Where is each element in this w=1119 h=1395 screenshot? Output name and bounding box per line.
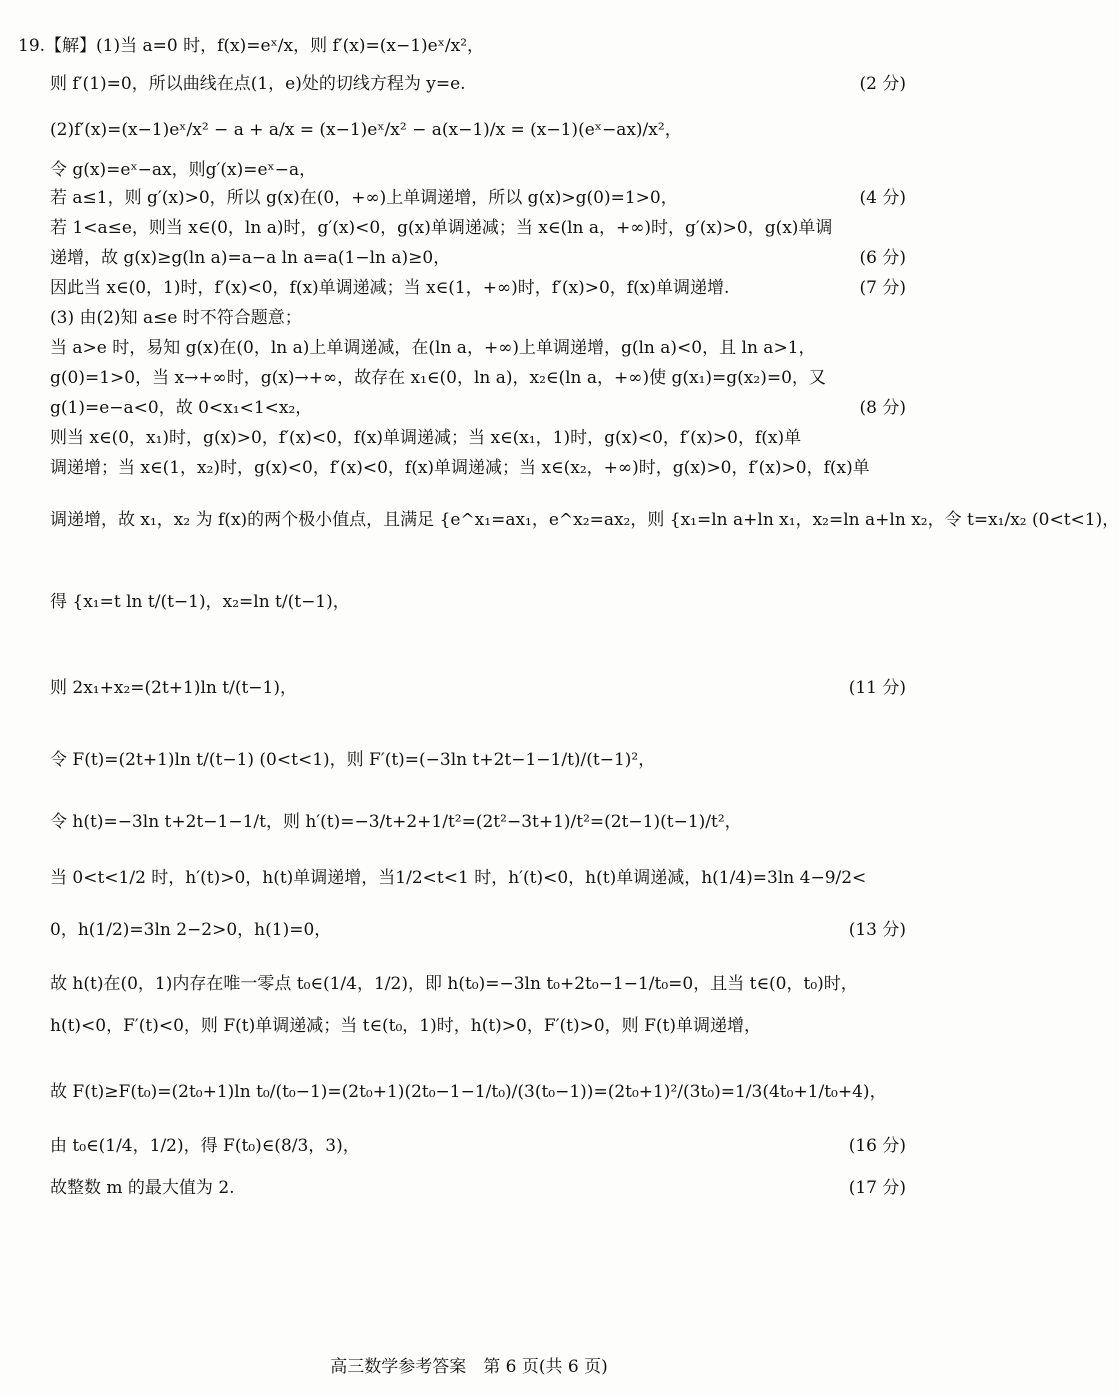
score-points: (8 分) [859,398,906,418]
score-points: (6 分) [859,248,906,268]
score-points: (16 分) [848,1136,906,1156]
solution-text: 0，h(1/2)=3ln 2−2>0，h(1)=0， [50,920,332,940]
solution-line [50,590,906,614]
solution-line [50,216,906,240]
solution-text: 故 h(t)在(0，1)内存在唯一零点 t₀∈(1/4，1/2)，即 h(t₀)=−3ln t₀+2t₀−1−1/t₀=0，且当 t∈(0，t₀)时， [50,974,858,994]
solution-text: 则 2x₁+x₂=(2t+1)ln t/(t−1)， [50,678,297,698]
solution-text: 则 f′(1)=0，所以曲线在点(1，e)处的切线方程为 y=e. [50,74,466,94]
score-points: (13 分) [848,920,906,940]
solution-line [50,972,906,996]
solution-line [50,866,906,890]
solution-text: 当 0<t<1/2 时，h′(t)>0，h(t)单调递增，当1/2<t<1 时，h′(t)<0，h(t)单调递减，h(1/4)=3ln 4−9/2< [50,868,867,888]
solution-text: 得 {x₁=t ln t/(t−1)，x₂=ln t/(t−1)， [50,592,350,612]
solution-line [50,1176,906,1200]
solution-text: (2)f′(x)=(x−1)eˣ/x² − a + a/x = (x−1)eˣ/x² − a(x−1)/x = (x−1)(eˣ−ax)/x²， [50,120,682,140]
solution-line [50,158,906,182]
solution-text: 调递增，故 x₁，x₂ 为 f(x)的两个极小值点，且满足 {e^x₁=ax₁，e^x₂=ax₂，则 {x₁=ln a+ln x₁，x₂=ln a+ln x₂，令 t=x₁/x₂ (0<t<1)， [50,510,1119,530]
score-points: (4 分) [859,188,906,208]
solution-line [50,676,906,700]
score-points: (11 分) [848,678,906,698]
solution-line [50,918,906,942]
solution-line [50,1014,906,1038]
solution-line [50,508,1119,532]
solution-text: 因此当 x∈(0，1)时，f′(x)<0，f(x)单调递减；当 x∈(1，+∞)时，f′(x)>0，f(x)单调递增. [50,278,730,298]
solution-line [50,456,906,480]
solution-text: g(0)=1>0，当 x→+∞时，g(x)→+∞，故存在 x₁∈(0，ln a)，x₂∈(ln a，+∞)使 g(x₁)=g(x₂)=0，又 [50,368,826,388]
solution-line [50,1080,906,1104]
solution-text: 则当 x∈(0，x₁)时，g(x)>0，f′(x)<0，f(x)单调递减；当 x∈(x₁，1)时，g(x)<0，f′(x)>0，f(x)单 [50,428,802,448]
solution-line [50,336,906,360]
solution-line [50,118,906,142]
solution-text: 若 1<a≤e，则当 x∈(0，ln a)时，g′(x)<0，g(x)单调递减；当 x∈(ln a，+∞)时，g′(x)>0，g(x)单调 [50,218,833,238]
solution-line [50,306,906,330]
solution-line [50,810,906,834]
solution-line [50,748,906,772]
solution-line [50,366,906,390]
score-points: (17 分) [848,1178,906,1198]
solution-text: 若 a≤1，则 g′(x)>0，所以 g(x)在(0，+∞)上单调递增，所以 g(x)>g(0)=1>0， [50,188,678,208]
solution-line [50,1134,906,1158]
solution-line [50,426,906,450]
score-points: (7 分) [859,278,906,298]
solution-text: h(t)<0，F′(t)<0，则 F(t)单调递减；当 t∈(t₀，1)时，h(t)>0，F′(t)>0，则 F(t)单调递增， [50,1016,761,1036]
solution-text: 调递增；当 x∈(1，x₂)时，g(x)<0，f′(x)<0，f(x)单调递减；当 x∈(x₂，+∞)时，g(x)>0，f′(x)>0，f(x)单 [50,458,870,478]
solution-line [50,186,906,210]
solution-line [50,72,906,96]
solution-text: 当 a>e 时，易知 g(x)在(0，ln a)上单调递减，在(ln a，+∞)上单调递增，g(ln a)<0，且 ln a>1， [50,338,816,358]
solution-line [50,246,906,270]
solution-text: 由 t₀∈(1/4，1/2)，得 F(t₀)∈(8/3，3)， [50,1136,360,1156]
solution-text: 故 F(t)≥F(t₀)=(2t₀+1)ln t₀/(t₀−1)=(2t₀+1)(2t₀−1−1/t₀)/(3(t₀−1))=(2t₀+1)²/(3t₀)=1/3(4t₀+1/t₀+4)， [50,1082,887,1102]
solution-text: 故整数 m 的最大值为 2. [50,1178,235,1198]
solution-line [50,276,906,300]
page-footer: 高三数学参考答案 第 6 页(共 6 页) [330,1357,608,1377]
solution-text: g(1)=e−a<0，故 0<x₁<1<x₂， [50,398,313,418]
solution-text: 19.【解】(1)当 a=0 时，f(x)=eˣ/x，则 f′(x)=(x−1)eˣ/x²， [18,36,485,56]
score-points: (2 分) [859,74,906,94]
solution-text: (3) 由(2)知 a≤e 时不符合题意； [50,308,302,328]
solution-text: 令 F(t)=(2t+1)ln t/(t−1) (0<t<1)，则 F′(t)=(−3ln t+2t−1−1/t)/(t−1)²， [50,750,656,770]
solution-text: 令 h(t)=−3ln t+2t−1−1/t，则 h′(t)=−3/t+2+1/t²=(2t²−3t+1)/t²=(2t−1)(t−1)/t²， [50,812,742,832]
solution-line [18,34,906,58]
solution-line [50,396,906,420]
solution-text: 令 g(x)=eˣ−ax，则g′(x)=eˣ−a， [50,160,317,180]
solution-text: 递增，故 g(x)≥g(ln a)=a−a ln a=a(1−ln a)≥0， [50,248,451,268]
